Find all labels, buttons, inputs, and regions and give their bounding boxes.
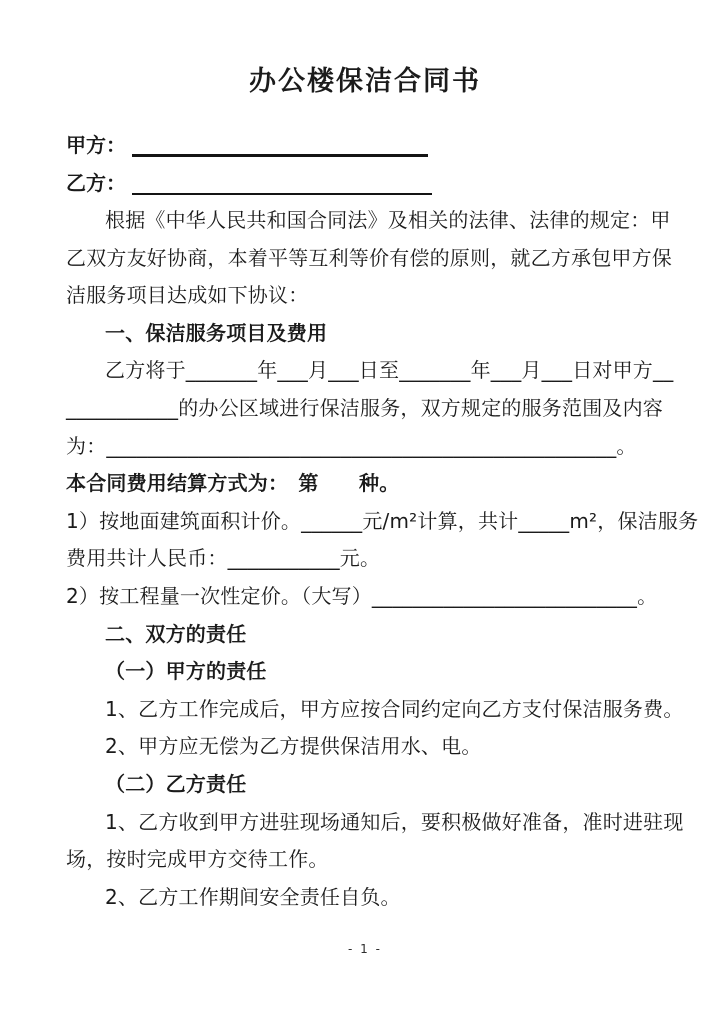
- section1-heading: 一、保洁服务项目及费用: [105, 320, 328, 345]
- intro-line-2: 乙双方友好协商，本着平等互利等价有偿的原则，就乙方承包甲方保: [66, 245, 672, 270]
- service-period-line-2: ___________的办公区域进行保洁服务，双方规定的服务范围及内容: [66, 395, 663, 420]
- party-a-row: [66, 126, 664, 164]
- party-b-duty-item-1-line-1: 1、乙方收到甲方进驻现场通知后，要积极做好准备，准时进驻现: [105, 809, 684, 834]
- party-b-row: [66, 164, 664, 202]
- party-b-duty-item-1-line-2: 场，按时完成甲方交待工作。: [66, 847, 329, 872]
- party-b-blank-line: [132, 192, 432, 195]
- party-a-label: 甲方：: [66, 133, 126, 157]
- document-title: 办公楼保洁合同书: [249, 66, 481, 97]
- fee-option2-line: 2）按工程量一次性定价。（大写）__________________________。: [66, 583, 658, 608]
- party-a-blank-line: [132, 153, 428, 157]
- section2-sub2-heading: （二）乙方责任: [105, 771, 247, 796]
- section2-heading: 二、双方的责任: [105, 621, 247, 646]
- service-scope-line: 为：__________________________________________________。: [66, 433, 637, 458]
- fee-option1-line-1: 1）按地面建筑面积计价。______元/m²计算，共计_____m²，保洁服务: [66, 508, 699, 533]
- page-number: - 1 -: [348, 942, 382, 957]
- intro-line-3: 洁服务项目达成如下协议：: [66, 283, 309, 308]
- party-b-duty-item-2: 2、乙方工作期间安全责任自负。: [105, 884, 401, 909]
- section2-sub1-heading: （一）甲方的责任: [105, 659, 267, 684]
- service-period-line-1: 乙方将于_______年___月___日至_______年___月___日对甲方__: [105, 358, 674, 383]
- party-a-duty-item-2: 2、甲方应无偿为乙方提供保洁用水、电。: [105, 734, 482, 759]
- fee-method-line: 本合同费用结算方式为： 第 种。: [66, 471, 400, 496]
- party-b-label: 乙方：: [66, 171, 126, 195]
- fee-option1-line-2: 费用共计人民币：___________元。: [66, 546, 381, 571]
- party-a-duty-item-1: 1、乙方工作完成后，甲方应按合同约定向乙方支付保洁服务费。: [105, 696, 684, 721]
- intro-line-1: 根据《中华人民共和国合同法》及相关的法律、法律的规定：甲: [105, 208, 671, 232]
